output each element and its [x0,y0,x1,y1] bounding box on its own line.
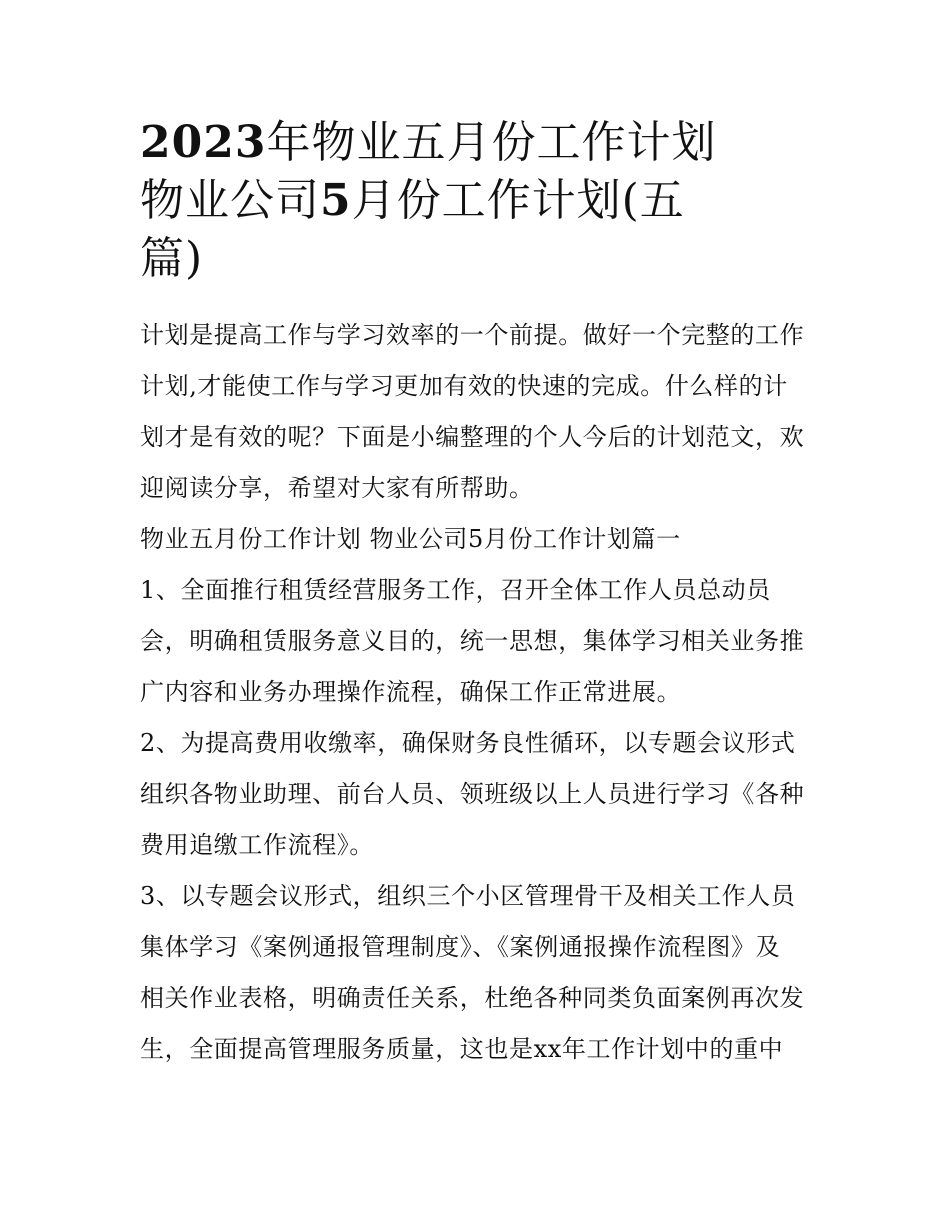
list-item-line: 3、以专题会议形式，组织三个小区管理骨干及相关工作人员 [140,882,796,910]
list-item-3 [140,871,816,1075]
list-item-line: 会，明确租赁服务意义目的，统一思想，集体学习相关业务推 [140,627,805,655]
section-heading: 物业五月份工作计划 物业公司5月份工作计划篇一 [140,525,681,553]
title-line-1: 2023年物业五月份工作计划 [140,117,717,168]
title-line-3: 篇) [140,233,204,284]
document-page [140,114,816,1075]
list-item-line: 广内容和业务办理操作流程，确保工作正常进展。 [140,678,682,706]
list-item-2 [140,718,816,871]
intro-line: 计划是提高工作与学习效率的一个前提。做好一个完整的工作 [140,321,805,349]
list-item-line: 生，全面提高管理服务质量，这也是xx年工作计划中的重中 [140,1035,784,1063]
list-item-line: 2、为提高费用收缴率，确保财务良性循环，以专题会议形式 [140,729,796,757]
intro-paragraph [140,310,816,514]
intro-line: 迎阅读分享，希望对大家有所帮助。 [140,474,534,502]
list-item-line: 组织各物业助理、前台人员、领班级以上人员进行学习《各种 [140,780,805,808]
document-body [140,310,816,1075]
list-item-line: 相关作业表格，明确责任关系，杜绝各种同类负面案例再次发 [140,984,805,1012]
intro-line: 计划,才能使工作与学习更加有效的快速的完成。什么样的计 [140,372,788,400]
document-title [140,114,816,288]
list-item-line: 费用追缴工作流程》。 [140,831,374,859]
title-line-2: 物业公司5月份工作计划(五 [140,175,685,226]
list-item-line: 1、全面推行租赁经营服务工作，召开全体工作人员总动员 [140,576,771,604]
intro-line: 划才是有效的呢？下面是小编整理的个人今后的计划范文，欢 [140,423,805,451]
list-item-1 [140,565,816,718]
list-item-line: 集体学习《案例通报管理制度》、《案例通报操作流程图》及 [140,933,781,961]
